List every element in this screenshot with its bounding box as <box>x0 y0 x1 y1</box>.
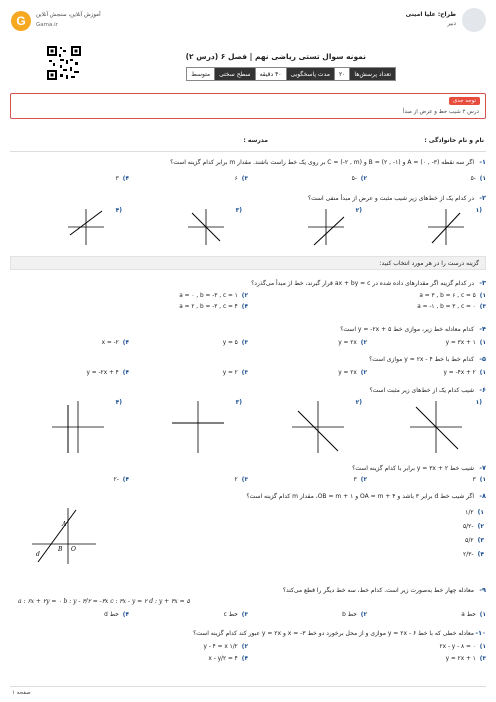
meta-difficulty-label: سطح سختی <box>214 68 254 80</box>
question-10: ۱۰- معادله خطی که با خط y = ۲x - ۶ موازی و از محل برخورد دو خط x = -۳ و y = ۲x عبور کند کدام گزینه است؟ <box>193 629 486 637</box>
meta-duration-value: ۴۰ دقیقه <box>255 68 286 80</box>
option-2-label[interactable]: ۲) <box>355 399 362 406</box>
option-2[interactable]: ۲)y = ۲x <box>338 340 367 346</box>
q5-options <box>10 370 486 376</box>
avatar <box>462 8 486 32</box>
option-4-label[interactable]: ۴) <box>115 399 122 406</box>
q3-options <box>10 293 486 310</box>
q9-lines: a : ۶x + ۲y = ۰ b : y - ۳/۲ = -۳x c : ۳x - y = ۲ d : y + ۳x = ۵ <box>18 598 190 605</box>
section-instruction: گزینه درست را در هر مورد انتخاب کنید: <box>10 256 486 270</box>
svg-text:d: d <box>36 551 40 558</box>
page-title: نمونه سوال تستی ریاضی نهم | فصل ۶ (درس ۲) <box>185 52 366 61</box>
option-4[interactable]: ۴)x = -۲ <box>101 340 129 346</box>
student-name-label: نام و نام خانوادگی : <box>424 137 484 144</box>
option-4[interactable]: ۴)۳ <box>115 176 129 182</box>
option-2[interactable]: ۲)-۵ <box>351 176 367 182</box>
meta-duration-label: مدت پاسخگویی <box>286 68 334 80</box>
option-4[interactable]: ۴)y = -۲x + ۴ <box>86 370 129 376</box>
logo-block <box>10 8 140 34</box>
graph-option-1[interactable] <box>408 399 464 455</box>
question-number: ۱- <box>479 158 486 166</box>
question-1 <box>10 158 486 166</box>
designer-role: دبیر <box>447 21 456 27</box>
notice-box <box>10 93 486 119</box>
option-4[interactable]: ۴)a = ۲ , b = -۳ , c = ۴ <box>179 304 248 310</box>
q10-options <box>10 644 486 662</box>
option-2[interactable]: ۲)y = ۲x <box>338 370 367 376</box>
option-3[interactable]: ۳)۵/۲ <box>465 537 484 544</box>
question-9: ۹- معادله چهار خط به‌صورت زیر است. کدام خط، سه خط دیگر را قطع می‌کند؟ <box>282 586 486 594</box>
site-name: آموزش آنلاین، سنجش آنلاین <box>36 12 101 18</box>
q4-options <box>10 340 486 346</box>
graph-option-2[interactable] <box>306 207 346 247</box>
option-1[interactable]: ۱)a = ۳ , b = ۶ , c = ۵ <box>419 293 486 299</box>
option-1-label[interactable]: ۱) <box>475 207 482 214</box>
meta-count-value: ۲۰ <box>334 68 349 80</box>
graph-option-3[interactable] <box>186 207 226 247</box>
option-2[interactable]: ۲)۳ <box>353 477 367 483</box>
q2-graph-options <box>10 205 486 251</box>
q8-diagram <box>28 506 98 566</box>
q9-options <box>10 612 486 618</box>
page-number: صفحه ۱ <box>12 690 31 696</box>
question-7: ۷- شیب خط y = ۳x + ۲ برابر با کدام گزینه است؟ <box>352 464 486 472</box>
option-2[interactable]: ۲)a = ۰ , b = -۳ , c = ۱ <box>179 293 248 299</box>
q7-options <box>10 477 486 483</box>
option-1[interactable]: ۱)۲x - y - ۸ = ۰ <box>439 644 486 650</box>
option-3[interactable]: ۳)y = ۵ <box>222 340 248 346</box>
option-1[interactable]: ۱)۳ <box>472 477 486 483</box>
option-3[interactable]: ۳)a = -۱ , b = ۳ , c = ۰ <box>417 304 486 310</box>
graph-option-2[interactable] <box>290 399 346 455</box>
option-4[interactable]: ۴)x - y/۲ = ۴ <box>208 656 248 662</box>
exam-meta-table <box>186 67 396 81</box>
meta-difficulty-value: متوسط <box>191 70 211 78</box>
option-3-label[interactable]: ۳) <box>235 207 242 214</box>
option-3[interactable]: ۳)۲ <box>234 477 248 483</box>
q8-options <box>463 506 484 562</box>
option-4[interactable]: ۴)-۲/۳ <box>462 551 484 558</box>
site-domain: Gama.ir <box>36 22 58 28</box>
option-3-label[interactable]: ۳) <box>235 399 242 406</box>
option-4-label[interactable]: ۴) <box>115 207 122 214</box>
option-2[interactable]: ۲)خط b <box>342 612 367 618</box>
qr-code <box>46 45 82 81</box>
q6-graph-options <box>10 397 486 459</box>
school-label: مدرسه : <box>243 137 268 144</box>
option-3[interactable]: ۳)۶ <box>234 176 248 182</box>
question-6: ۶- شیب کدام یک از خط‌های زیر مثبت است؟ <box>369 386 486 394</box>
option-2-label[interactable]: ۲) <box>355 207 362 214</box>
option-2[interactable]: ۲)-۵/۲ <box>462 523 484 530</box>
option-1[interactable]: ۱)خط a <box>461 612 486 618</box>
option-3[interactable]: ۳)y = ۲x + ۱ <box>445 656 486 662</box>
svg-text:O: O <box>71 546 76 553</box>
svg-text:B: B <box>58 546 63 553</box>
graph-option-4[interactable] <box>50 399 106 455</box>
question-5: ۵- کدام خط با خط y = ۲x - ۴ موازی است؟ <box>369 355 486 363</box>
option-1[interactable]: ۱)y = ۳x + ۱ <box>445 340 486 346</box>
option-4[interactable]: ۴)خط d <box>104 612 129 618</box>
designer-label: طراح: علیا امینی <box>405 11 456 18</box>
gama-logo-icon <box>10 10 32 32</box>
option-4[interactable]: ۴)-۲ <box>113 477 129 483</box>
question-3: ۳- در کدام گزینه اگر مقدارهای داده شده در ax + by = c قرار گیرند، خط از مبدأ می‌گذرد؟ <box>251 279 486 287</box>
meta-count-label: تعداد پرسش‌ها <box>349 68 395 80</box>
option-1[interactable]: ۱)y = -۴x + ۲ <box>443 370 486 376</box>
question-text: اگر سه نقطه A = (۰ , -۳) و B = (۲ , -۱) و C = (-۲ , m) بر روی یک خط راست باشند. مقدار m برابر کدام گزینه است؟ <box>170 158 474 166</box>
svg-text:A: A <box>62 521 67 528</box>
graph-option-1[interactable] <box>426 207 466 247</box>
designer-block <box>346 8 486 34</box>
option-3[interactable]: ۳)y = ۲ <box>222 370 248 376</box>
graph-option-3[interactable] <box>170 399 226 455</box>
option-2[interactable]: ۲)۱/۲ y - ۴ = x <box>203 644 248 650</box>
option-1-label[interactable]: ۱) <box>475 399 482 406</box>
notice-badge: توجه جدی <box>449 97 480 105</box>
option-1[interactable]: ۱)۱/۲ <box>465 509 484 516</box>
question-8: ۸- اگر شیب خط d برابر ۳ باشد و OA = m + ۴ و OB = m + ۱، مقدار m کدام گزینه است؟ <box>246 492 486 500</box>
notice-text: درس ۲ شیب خط و عرض از مبدأ <box>402 109 479 115</box>
option-3[interactable]: ۳)خط c <box>223 612 248 618</box>
graph-option-4[interactable] <box>66 207 106 247</box>
question-4: ۴- کدام معادله خط زیر، موازی خط y = -۲x + ۵ است؟ <box>340 325 486 333</box>
q1-options <box>10 176 486 182</box>
option-1[interactable]: ۱)-۵ <box>470 176 486 182</box>
question-2: ۲- در کدام یک از خط‌های زیر شیب مثبت و عرض از مبدأ منفی است؟ <box>307 194 486 202</box>
svg-text:G: G <box>16 14 26 28</box>
